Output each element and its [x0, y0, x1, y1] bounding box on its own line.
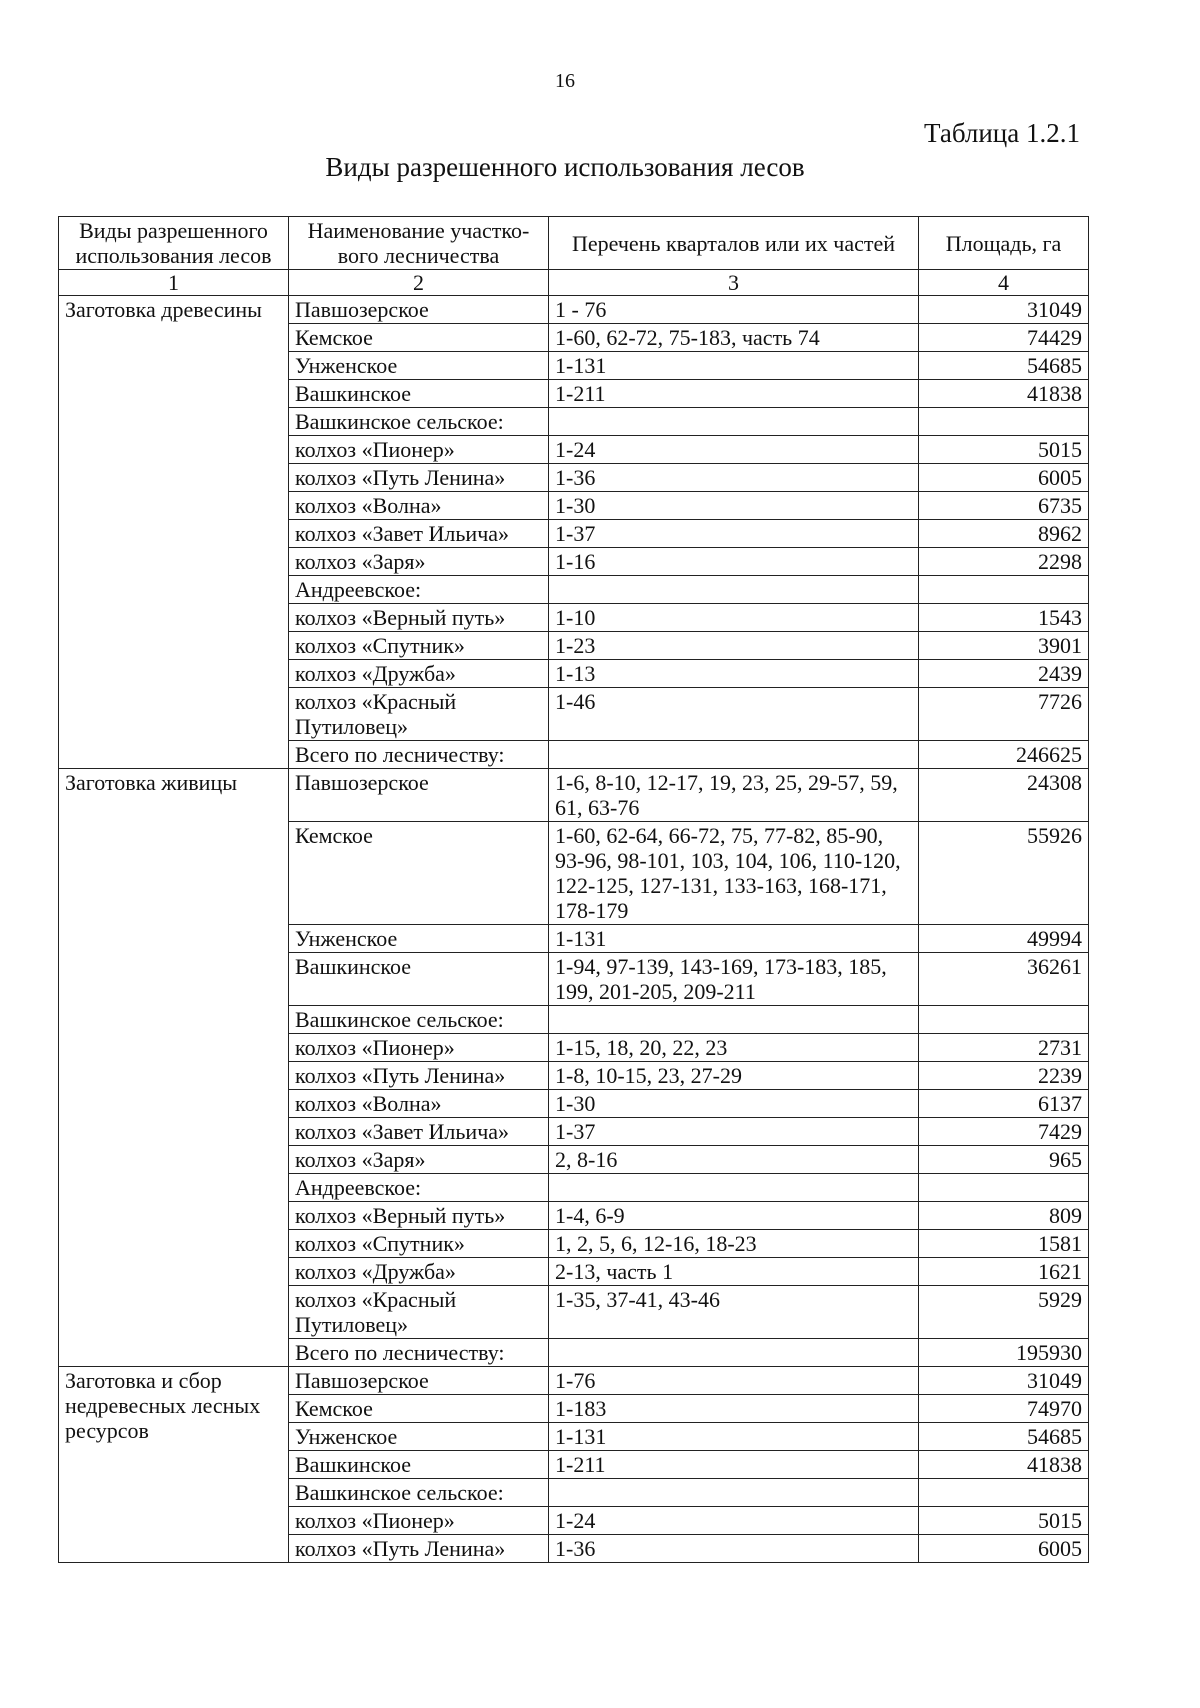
quarters-cell: 1-76 — [549, 1367, 919, 1395]
area-cell — [919, 576, 1089, 604]
area-cell: 74970 — [919, 1395, 1089, 1423]
quarters-cell: 1-60, 62-64, 66-72, 75, 77-82, 85-90, 93-96, 98-101, 103, 104, 106, 110-120, 122-125, 127-131, 133-163, 168-171, 178-179 — [549, 822, 919, 925]
page-number: 16 — [555, 70, 575, 92]
quarters-cell: 1-30 — [549, 492, 919, 520]
quarters-cell: 1-37 — [549, 520, 919, 548]
area-cell: 41838 — [919, 1451, 1089, 1479]
district-name-cell: колхоз «Волна» — [289, 1090, 549, 1118]
column-number: 1 — [59, 270, 289, 296]
area-cell: 5929 — [919, 1286, 1089, 1339]
district-name-cell: колхоз «Дружба» — [289, 1258, 549, 1286]
area-cell: 36261 — [919, 953, 1089, 1006]
district-name-cell: Павшозерское — [289, 296, 549, 324]
area-cell: 55926 — [919, 822, 1089, 925]
area-cell: 3901 — [919, 632, 1089, 660]
district-name-cell: колхоз «Завет Ильича» — [289, 1118, 549, 1146]
district-name-cell: колхоз «Путь Ленина» — [289, 464, 549, 492]
district-name-cell: Вашкинское — [289, 380, 549, 408]
district-name-cell: Вашкинское — [289, 953, 549, 1006]
column-number-row — [59, 270, 1089, 296]
district-name-cell: колхоз «Пионер» — [289, 436, 549, 464]
area-cell: 6005 — [919, 1535, 1089, 1563]
use-type-cell: Заготовка древесины — [59, 296, 289, 769]
area-cell: 54685 — [919, 1423, 1089, 1451]
quarters-cell: 1-8, 10-15, 23, 27-29 — [549, 1062, 919, 1090]
column-number: 2 — [289, 270, 549, 296]
area-cell — [919, 408, 1089, 436]
district-name-cell: колхоз «Заря» — [289, 1146, 549, 1174]
district-name-cell: колхоз «Заря» — [289, 548, 549, 576]
area-cell: 809 — [919, 1202, 1089, 1230]
quarters-cell: 1-94, 97-139, 143-169, 173-183, 185, 199, 201-205, 209-211 — [549, 953, 919, 1006]
district-name-cell: колхоз «Красный Путиловец» — [289, 1286, 549, 1339]
area-cell: 2439 — [919, 660, 1089, 688]
quarters-cell — [549, 741, 919, 769]
area-cell: 6005 — [919, 464, 1089, 492]
quarters-cell: 1-23 — [549, 632, 919, 660]
quarters-cell: 1-24 — [549, 436, 919, 464]
district-name-cell: колхоз «Волна» — [289, 492, 549, 520]
header-district-name: Наименование участко-вого лесничества — [289, 217, 549, 270]
district-name-cell: Кемское — [289, 1395, 549, 1423]
district-name-cell: колхоз «Верный путь» — [289, 1202, 549, 1230]
use-type-cell: Заготовка и сбор недревесных лесных ресурсов — [59, 1367, 289, 1563]
quarters-cell: 1-131 — [549, 1423, 919, 1451]
district-name-cell: колхоз «Дружба» — [289, 660, 549, 688]
table-body — [59, 296, 1089, 1563]
quarters-cell: 1-131 — [549, 352, 919, 380]
table-row — [59, 296, 1089, 324]
quarters-cell: 1-183 — [549, 1395, 919, 1423]
area-cell: 5015 — [919, 1507, 1089, 1535]
area-cell: 6137 — [919, 1090, 1089, 1118]
quarters-cell: 1 - 76 — [549, 296, 919, 324]
district-name-cell: колхоз «Пионер» — [289, 1034, 549, 1062]
quarters-cell: 1-36 — [549, 1535, 919, 1563]
area-cell: 74429 — [919, 324, 1089, 352]
area-cell: 7726 — [919, 688, 1089, 741]
area-cell — [919, 1006, 1089, 1034]
quarters-cell: 1-24 — [549, 1507, 919, 1535]
quarters-cell: 1-16 — [549, 548, 919, 576]
header-row — [59, 217, 1089, 270]
area-cell: 7429 — [919, 1118, 1089, 1146]
area-cell: 5015 — [919, 436, 1089, 464]
district-name-cell: Павшозерское — [289, 769, 549, 822]
area-cell: 31049 — [919, 296, 1089, 324]
quarters-cell: 1-36 — [549, 464, 919, 492]
area-cell: 41838 — [919, 380, 1089, 408]
header-quarters-list: Перечень кварталов или их частей — [549, 217, 919, 270]
quarters-cell — [549, 1339, 919, 1367]
table-row — [59, 769, 1089, 822]
district-name-cell: колхоз «Путь Ленина» — [289, 1062, 549, 1090]
district-name-cell: Вашкинское — [289, 1451, 549, 1479]
quarters-cell: 1-35, 37-41, 43-46 — [549, 1286, 919, 1339]
quarters-cell: 1-4, 6-9 — [549, 1202, 919, 1230]
district-name-cell: Андреевское: — [289, 576, 549, 604]
district-name-cell: Всего по лесничеству: — [289, 1339, 549, 1367]
district-name-cell: Кемское — [289, 324, 549, 352]
quarters-cell: 1-60, 62-72, 75-183, часть 74 — [549, 324, 919, 352]
quarters-cell: 1-6, 8-10, 12-17, 19, 23, 25, 29-57, 59, 61, 63-76 — [549, 769, 919, 822]
area-cell: 1543 — [919, 604, 1089, 632]
quarters-cell: 2, 8-16 — [549, 1146, 919, 1174]
quarters-cell: 1-46 — [549, 688, 919, 741]
area-cell: 49994 — [919, 925, 1089, 953]
district-name-cell: колхоз «Спутник» — [289, 1230, 549, 1258]
district-name-cell: Всего по лесничеству: — [289, 741, 549, 769]
district-name-cell: Вашкинское сельское: — [289, 1006, 549, 1034]
district-name-cell: Павшозерское — [289, 1367, 549, 1395]
area-cell: 1621 — [919, 1258, 1089, 1286]
district-name-cell: Вашкинское сельское: — [289, 1479, 549, 1507]
use-type-cell: Заготовка живицы — [59, 769, 289, 1367]
forest-use-table — [58, 216, 1089, 1563]
quarters-cell: 1-211 — [549, 1451, 919, 1479]
quarters-cell — [549, 408, 919, 436]
quarters-cell: 1-10 — [549, 604, 919, 632]
area-cell: 965 — [919, 1146, 1089, 1174]
district-name-cell: колхоз «Пионер» — [289, 1507, 549, 1535]
header-use-type: Виды разрешенного использования лесов — [59, 217, 289, 270]
area-cell: 54685 — [919, 352, 1089, 380]
quarters-cell: 1-13 — [549, 660, 919, 688]
district-name-cell: Андреевское: — [289, 1174, 549, 1202]
district-name-cell: Унженское — [289, 1423, 549, 1451]
table-caption: Таблица 1.2.1 — [924, 118, 1080, 148]
table-row — [59, 1367, 1089, 1395]
quarters-cell — [549, 1479, 919, 1507]
area-cell: 31049 — [919, 1367, 1089, 1395]
area-cell: 2731 — [919, 1034, 1089, 1062]
district-name-cell: Унженское — [289, 925, 549, 953]
district-name-cell: Вашкинское сельское: — [289, 408, 549, 436]
quarters-cell — [549, 1006, 919, 1034]
quarters-cell: 1-37 — [549, 1118, 919, 1146]
quarters-cell: 1, 2, 5, 6, 12-16, 18-23 — [549, 1230, 919, 1258]
district-name-cell: колхоз «Путь Ленина» — [289, 1535, 549, 1563]
area-cell: 24308 — [919, 769, 1089, 822]
area-cell: 6735 — [919, 492, 1089, 520]
quarters-cell — [549, 1174, 919, 1202]
district-name-cell: Кемское — [289, 822, 549, 925]
header-area: Площадь, га — [919, 217, 1089, 270]
quarters-cell: 1-131 — [549, 925, 919, 953]
district-name-cell: колхоз «Спутник» — [289, 632, 549, 660]
quarters-cell: 1-30 — [549, 1090, 919, 1118]
area-cell — [919, 1479, 1089, 1507]
column-number: 4 — [919, 270, 1089, 296]
district-name-cell: колхоз «Завет Ильича» — [289, 520, 549, 548]
document-title: Виды разрешенного использования лесов — [325, 152, 805, 182]
area-cell: 8962 — [919, 520, 1089, 548]
district-name-cell: колхоз «Верный путь» — [289, 604, 549, 632]
column-number: 3 — [549, 270, 919, 296]
quarters-cell: 2-13, часть 1 — [549, 1258, 919, 1286]
area-cell: 2298 — [919, 548, 1089, 576]
district-name-cell: Унженское — [289, 352, 549, 380]
quarters-cell: 1-211 — [549, 380, 919, 408]
area-cell: 2239 — [919, 1062, 1089, 1090]
area-cell: 195930 — [919, 1339, 1089, 1367]
area-cell: 1581 — [919, 1230, 1089, 1258]
quarters-cell — [549, 576, 919, 604]
district-name-cell: колхоз «Красный Путиловец» — [289, 688, 549, 741]
quarters-cell: 1-15, 18, 20, 22, 23 — [549, 1034, 919, 1062]
area-cell — [919, 1174, 1089, 1202]
area-cell: 246625 — [919, 741, 1089, 769]
